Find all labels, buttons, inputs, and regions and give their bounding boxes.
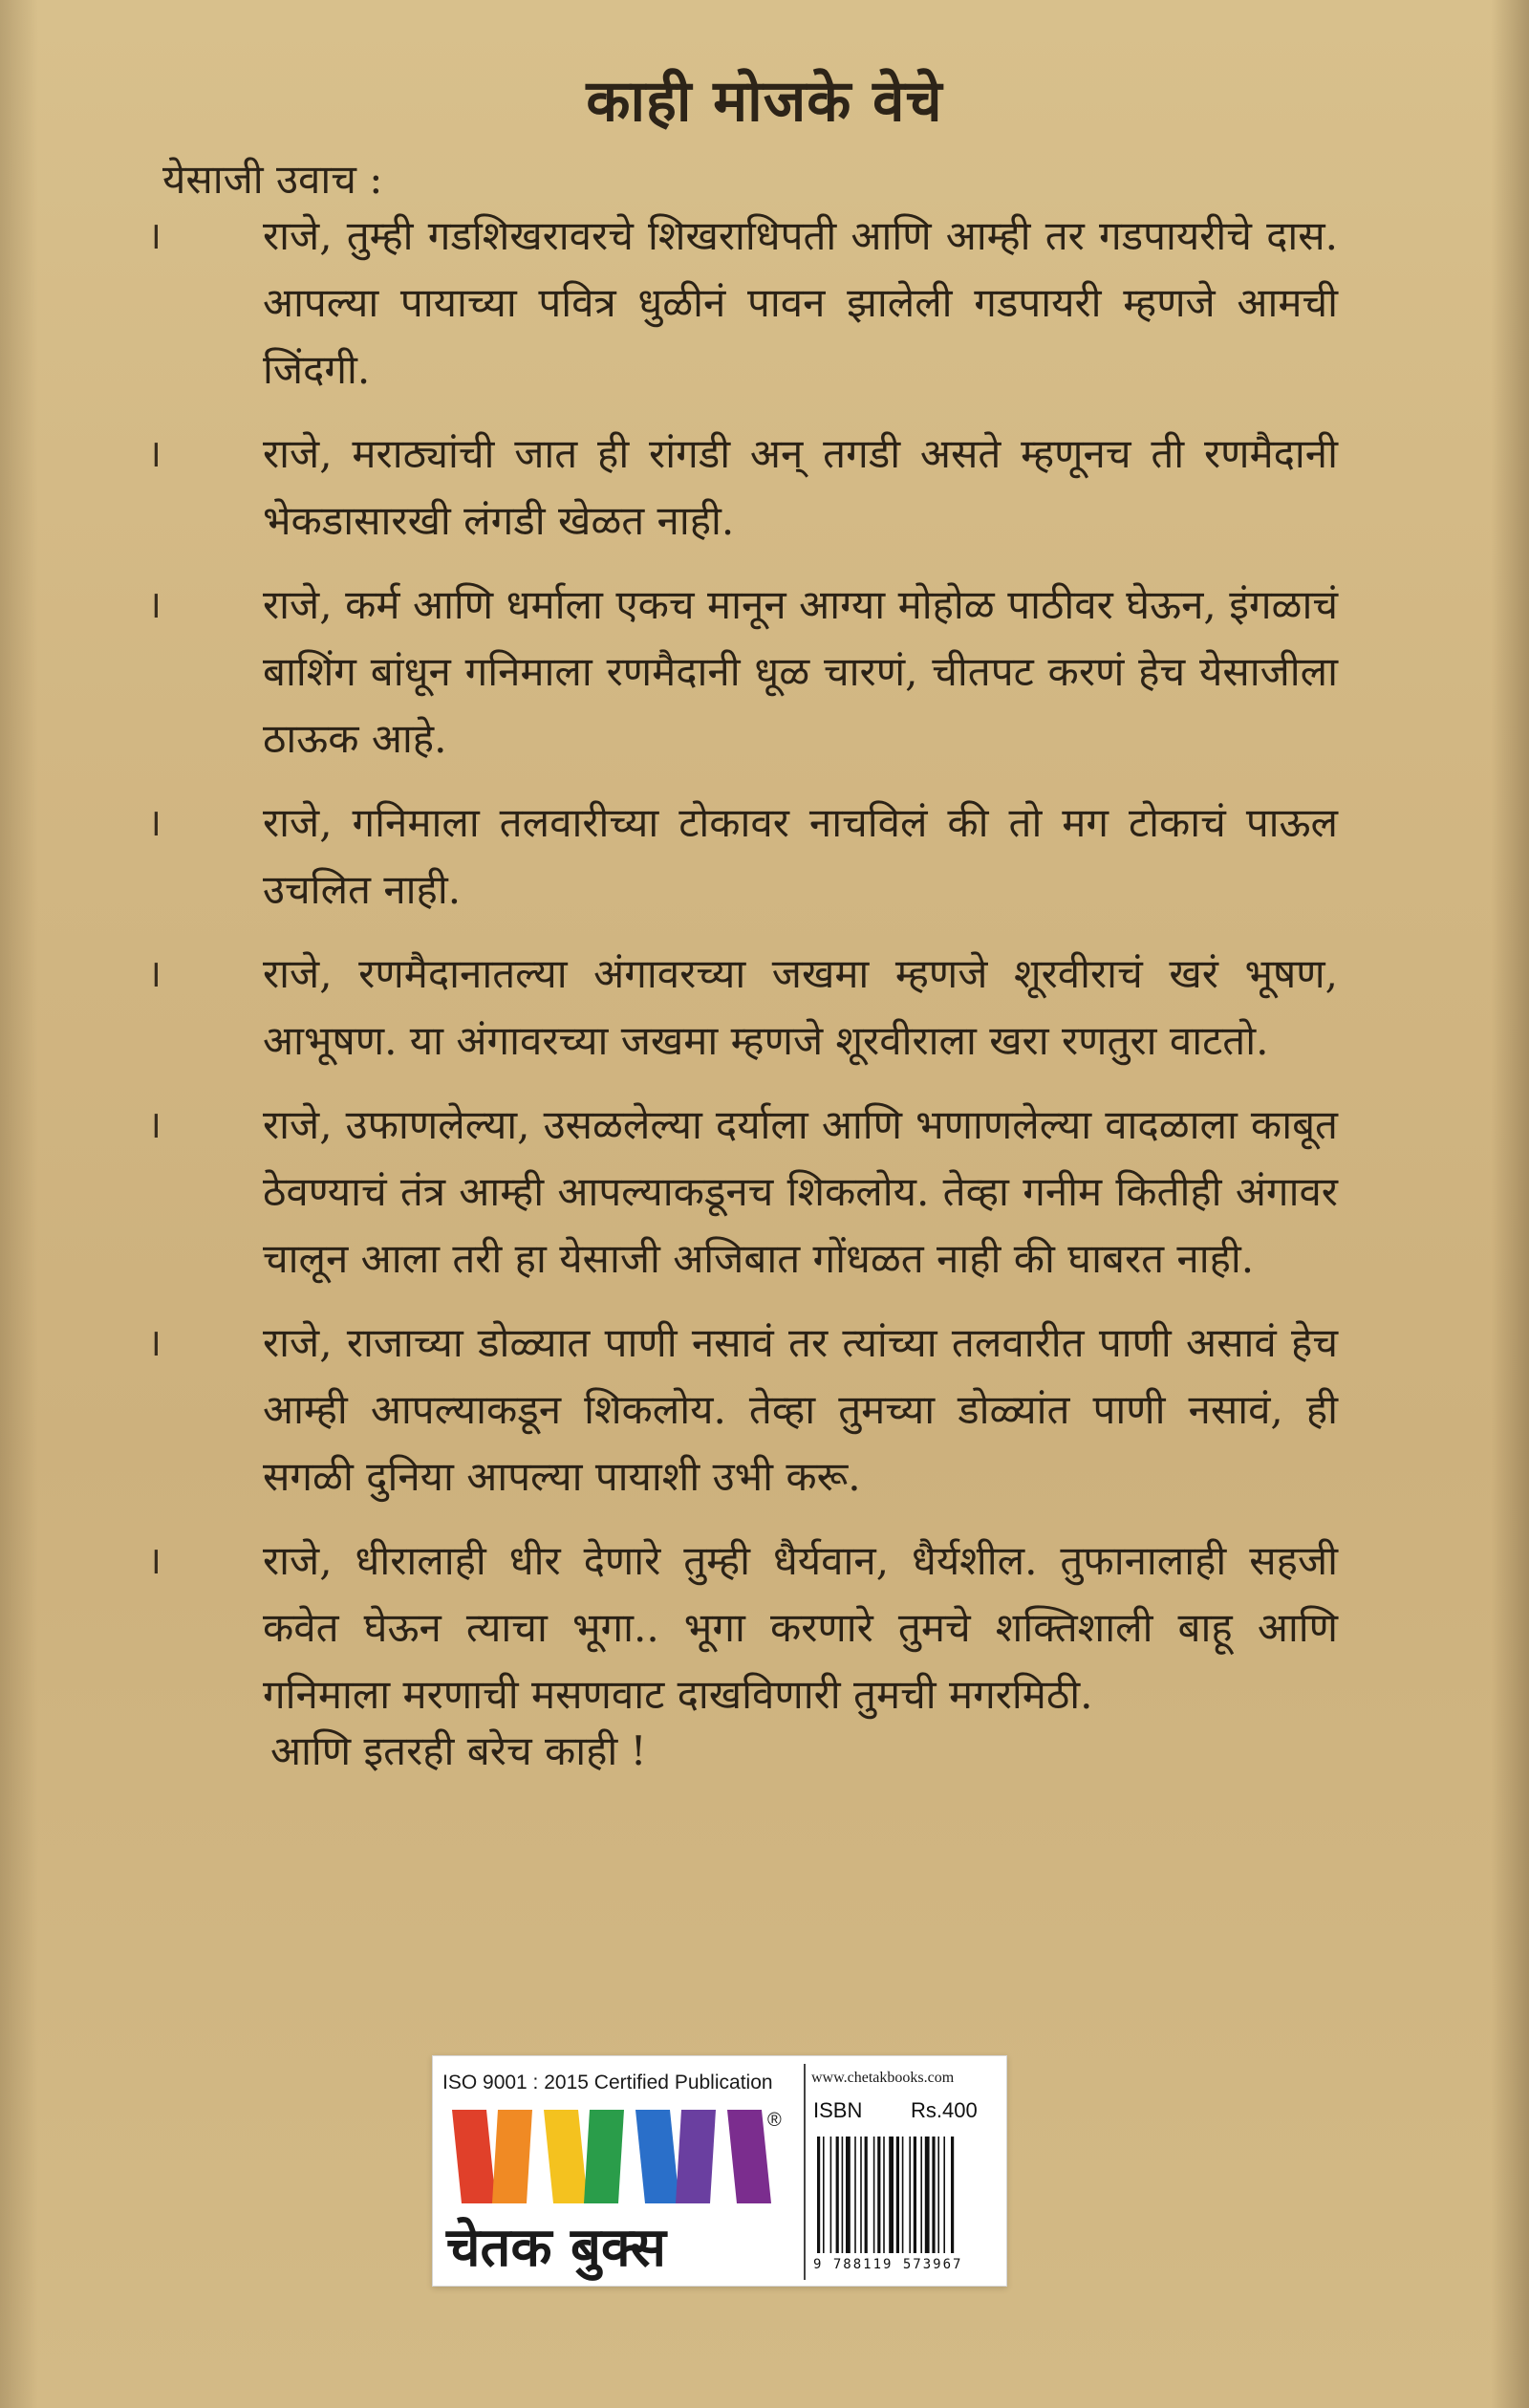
- barcode-bar: [854, 2137, 856, 2253]
- quote-item: [143, 1310, 1338, 1510]
- logo-book-spine: [544, 2110, 588, 2203]
- publisher-logo-icon: [444, 2104, 798, 2209]
- barcode-bar: [865, 2137, 868, 2253]
- quote-item: [143, 1528, 1338, 1728]
- publisher-box: [432, 2055, 1007, 2287]
- quote-bullet: ।: [147, 1539, 162, 1583]
- barcode-bar: [943, 2137, 945, 2253]
- barcode-bar: [846, 2137, 851, 2253]
- barcode-bar: [925, 2137, 930, 2253]
- quote-item: [143, 941, 1338, 1074]
- barcode-bar: [889, 2137, 894, 2253]
- quote-bullet: ।: [147, 801, 162, 845]
- quote-item: [143, 572, 1338, 772]
- quote-text: राजे, गनिमाला तलवारीच्या टोकावर नाचविलं की तो मग टोकाचं पाऊल उचलित नाही.: [263, 799, 1338, 913]
- logo-book-spine: [492, 2110, 532, 2203]
- isbn-label: ISBN: [813, 2098, 863, 2122]
- quote-text: राजे, उफाणलेल्या, उसळलेल्या दर्याला आणि भणाणलेल्या वादळाला काबूत ठेवण्याचं तंत्र आम्ही आपल्याकडूनच शिकलोय. तेव्हा गनीम कितीही अंगावर चालून आला तरी हा येसाजी अजिबात गोंधळत नाही की घाबरत नाही.: [263, 1101, 1338, 1282]
- quote-item: [143, 203, 1338, 403]
- quote-list: [143, 203, 1338, 1746]
- barcode-bar: [873, 2137, 875, 2253]
- barcode-bar: [902, 2137, 904, 2253]
- publisher-website: www.chetakbooks.com: [811, 2070, 955, 2086]
- quote-item: [143, 790, 1338, 923]
- quote-item: [143, 421, 1338, 554]
- barcode-bar: [909, 2137, 911, 2253]
- barcode-bar: [823, 2137, 825, 2253]
- cover-edge-left: [0, 0, 38, 2408]
- publisher-divider: [804, 2064, 806, 2280]
- barcode-icon: [813, 2133, 995, 2257]
- cover-edge-right: [1491, 0, 1529, 2408]
- quote-text: राजे, धीरालाही धीर देणारे तुम्ही धैर्यवान, धैर्यशील. तुफानालाही सहजी कवेत घेऊन त्याचा भूगा.. भूगा करणारे तुमचे शक्तिशाली बाहू आणि गनिमाला मरणाची मसणवाट दाखविणारी तुमची मगरमिठी.: [263, 1537, 1338, 1718]
- quote-bullet: ।: [147, 583, 162, 627]
- barcode-bar: [860, 2137, 862, 2253]
- quote-text: राजे, कर्म आणि धर्माला एकच मानून आग्या मोहोळ पाठीवर घेऊन, इंगळाचं बाशिंग बांधून गनिमाला रणमैदानी धूळ चारणं, चीतपट करणं हेच येसाजीला ठाऊक आहे.: [263, 581, 1338, 762]
- closing-line: आणि इतरही बरेच काही !: [270, 1727, 647, 1774]
- barcode-bar: [914, 2137, 916, 2253]
- barcode-bar: [932, 2137, 935, 2253]
- barcode-bar: [920, 2137, 922, 2253]
- logo-book-spine: [452, 2110, 496, 2203]
- registered-mark: ®: [767, 2110, 782, 2131]
- logo-book-spine: [584, 2110, 624, 2203]
- quote-item: [143, 1092, 1338, 1292]
- quote-bullet: ।: [147, 1321, 162, 1365]
- barcode-bar: [896, 2137, 899, 2253]
- barcode-bar: [951, 2137, 954, 2253]
- price-label: Rs.400: [911, 2098, 978, 2122]
- barcode-bar: [830, 2137, 832, 2253]
- logo-book-spine: [676, 2110, 716, 2203]
- barcode-digits: 9 788119 573967: [813, 2257, 963, 2272]
- speaker-heading: येसाजी उवाच :: [162, 156, 383, 203]
- quote-bullet: ।: [147, 432, 162, 476]
- publisher-name: चेतक बुक्स: [446, 2217, 667, 2279]
- iso-certification: ISO 9001 : 2015 Certified Publication: [442, 2072, 773, 2093]
- quote-bullet: ।: [147, 1103, 162, 1147]
- quote-text: राजे, तुम्ही गडशिखरावरचे शिखराधिपती आणि आम्ही तर गडपायरीचे दास. आपल्या पायाच्या पवित्र धुळीनं पावन झालेली गडपायरी म्हणजे आमची जिंदगी.: [263, 212, 1338, 393]
- barcode-bar: [817, 2137, 820, 2253]
- barcode-bar: [937, 2137, 939, 2253]
- quote-bullet: ।: [147, 214, 162, 258]
- barcode-bar: [883, 2137, 885, 2253]
- quote-text: राजे, राजाच्या डोळ्यात पाणी नसावं तर त्यांच्या तलवारीत पाणी असावं हेच आम्ही आपल्याकडून शिकलोय. तेव्हा तुमच्या डोळ्यांत पाणी नसावं, ही सगळी दुनिया आपल्या पायाशी उभी करू.: [263, 1319, 1338, 1500]
- logo-book-spine: [727, 2110, 771, 2203]
- barcode-bar: [836, 2137, 839, 2253]
- quote-text: राजे, मराठ्यांची जात ही रांगडी अन् तगडी असते म्हणूनच ती रणमैदानी भेकडासारखी लंगडी खेळत नाही.: [263, 430, 1338, 544]
- barcode-bar: [877, 2137, 880, 2253]
- page-title: काही मोजके वेचे: [586, 68, 943, 135]
- barcode-bar: [842, 2137, 844, 2253]
- quote-bullet: ।: [147, 952, 162, 996]
- quote-text: राजे, रणमैदानातल्या अंगावरच्या जखमा म्हणजे शूरवीराचं खरं भूषण, आभूषण. या अंगावरच्या जखमा म्हणजे शूरवीराला खरा रणतुरा वाटतो.: [263, 950, 1338, 1064]
- logo-book-spine: [635, 2110, 679, 2203]
